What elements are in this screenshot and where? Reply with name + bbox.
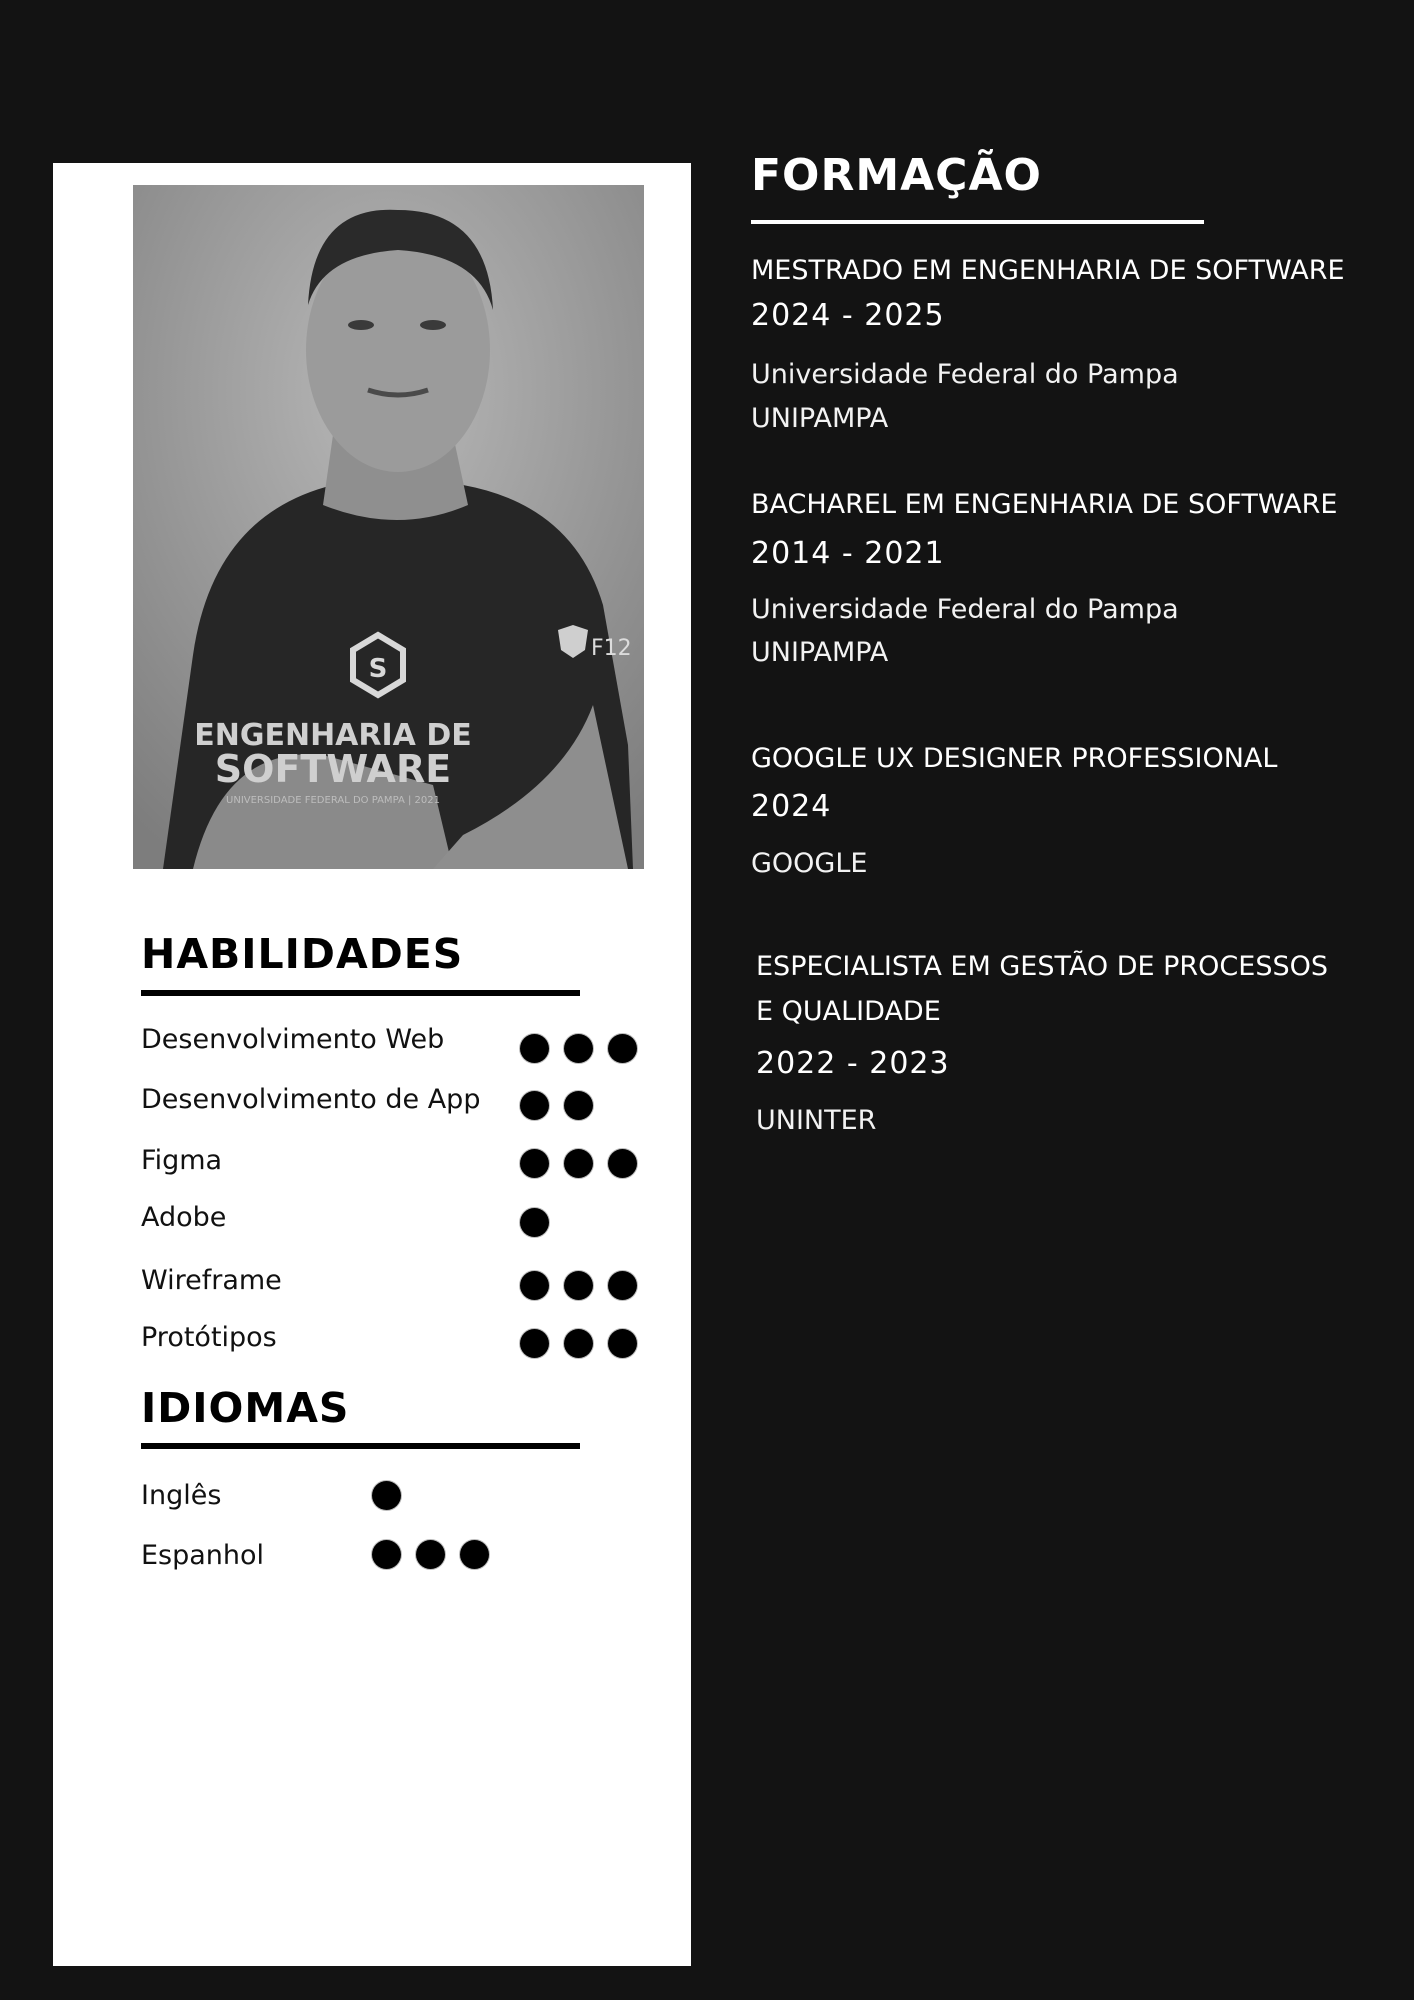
skill-label: Desenvolvimento de App bbox=[141, 1084, 481, 1115]
sleeve-logo-text: F12 bbox=[591, 636, 632, 661]
rating-dot bbox=[520, 1149, 549, 1178]
language-label: Inglês bbox=[141, 1480, 222, 1511]
rating-dot bbox=[520, 1208, 549, 1237]
education-institution: Universidade Federal do Pampa bbox=[751, 359, 1179, 390]
rating-dot bbox=[520, 1329, 549, 1358]
language-rating bbox=[372, 1481, 401, 1510]
rating-dot bbox=[564, 1091, 593, 1120]
skill-label: Figma bbox=[141, 1145, 223, 1176]
skills-title: HABILIDADES bbox=[141, 930, 464, 978]
rating-dot bbox=[460, 1540, 489, 1569]
education-institution-short: UNIPAMPA bbox=[751, 637, 889, 668]
education-years: 2024 - 2025 bbox=[751, 298, 945, 333]
education-degree: BACHAREL EM ENGENHARIA DE SOFTWARE bbox=[751, 489, 1338, 520]
skill-rating bbox=[520, 1208, 549, 1237]
rating-dot bbox=[608, 1329, 637, 1358]
education-institution: UNINTER bbox=[756, 1105, 877, 1136]
skill-rating bbox=[520, 1271, 637, 1300]
education-title-underline bbox=[751, 220, 1204, 224]
education-institution: Universidade Federal do Pampa bbox=[751, 594, 1179, 625]
rating-dot bbox=[564, 1271, 593, 1300]
rating-dot bbox=[564, 1149, 593, 1178]
skill-rating bbox=[520, 1034, 637, 1063]
education-degree: GOOGLE UX DESIGNER PROFESSIONAL bbox=[751, 743, 1278, 774]
education-title: FORMAÇÃO bbox=[751, 150, 1042, 201]
skill-label: Wireframe bbox=[141, 1265, 282, 1296]
skill-label: Desenvolvimento Web bbox=[141, 1024, 445, 1055]
languages-title-underline bbox=[141, 1443, 580, 1449]
svg-text:S: S bbox=[368, 654, 388, 684]
education-degree-line2: E QUALIDADE bbox=[756, 996, 941, 1027]
rating-dot bbox=[564, 1329, 593, 1358]
rating-dot bbox=[520, 1034, 549, 1063]
shirt-text-line3: UNIVERSIDADE FEDERAL DO PAMPA | 2021 bbox=[226, 795, 440, 806]
rating-dot bbox=[372, 1481, 401, 1510]
rating-dot bbox=[372, 1540, 401, 1569]
profile-photo bbox=[133, 185, 644, 869]
education-years: 2022 - 2023 bbox=[756, 1046, 950, 1081]
language-rating bbox=[372, 1540, 489, 1569]
language-label: Espanhol bbox=[141, 1540, 265, 1571]
education-degree: MESTRADO EM ENGENHARIA DE SOFTWARE bbox=[751, 255, 1345, 286]
rating-dot bbox=[520, 1271, 549, 1300]
education-institution-short: UNIPAMPA bbox=[751, 403, 889, 434]
skill-rating bbox=[520, 1329, 637, 1358]
education-years: 2024 bbox=[751, 789, 832, 824]
languages-title: IDIOMAS bbox=[141, 1384, 350, 1432]
skill-rating bbox=[520, 1149, 637, 1178]
rating-dot bbox=[608, 1271, 637, 1300]
shirt-text-line2: SOFTWARE bbox=[214, 747, 452, 791]
education-institution: GOOGLE bbox=[751, 848, 868, 879]
rating-dot bbox=[416, 1540, 445, 1569]
skill-rating bbox=[520, 1091, 593, 1120]
rating-dot bbox=[608, 1149, 637, 1178]
education-degree: ESPECIALISTA EM GESTÃO DE PROCESSOS bbox=[756, 951, 1329, 982]
education-years: 2014 - 2021 bbox=[751, 536, 945, 571]
rating-dot bbox=[564, 1034, 593, 1063]
rating-dot bbox=[608, 1034, 637, 1063]
shirt-text-line1: ENGENHARIA DE bbox=[194, 718, 472, 753]
skills-title-underline bbox=[141, 990, 580, 996]
rating-dot bbox=[520, 1091, 549, 1120]
skill-label: Adobe bbox=[141, 1202, 227, 1233]
skill-label: Protótipos bbox=[141, 1322, 277, 1353]
